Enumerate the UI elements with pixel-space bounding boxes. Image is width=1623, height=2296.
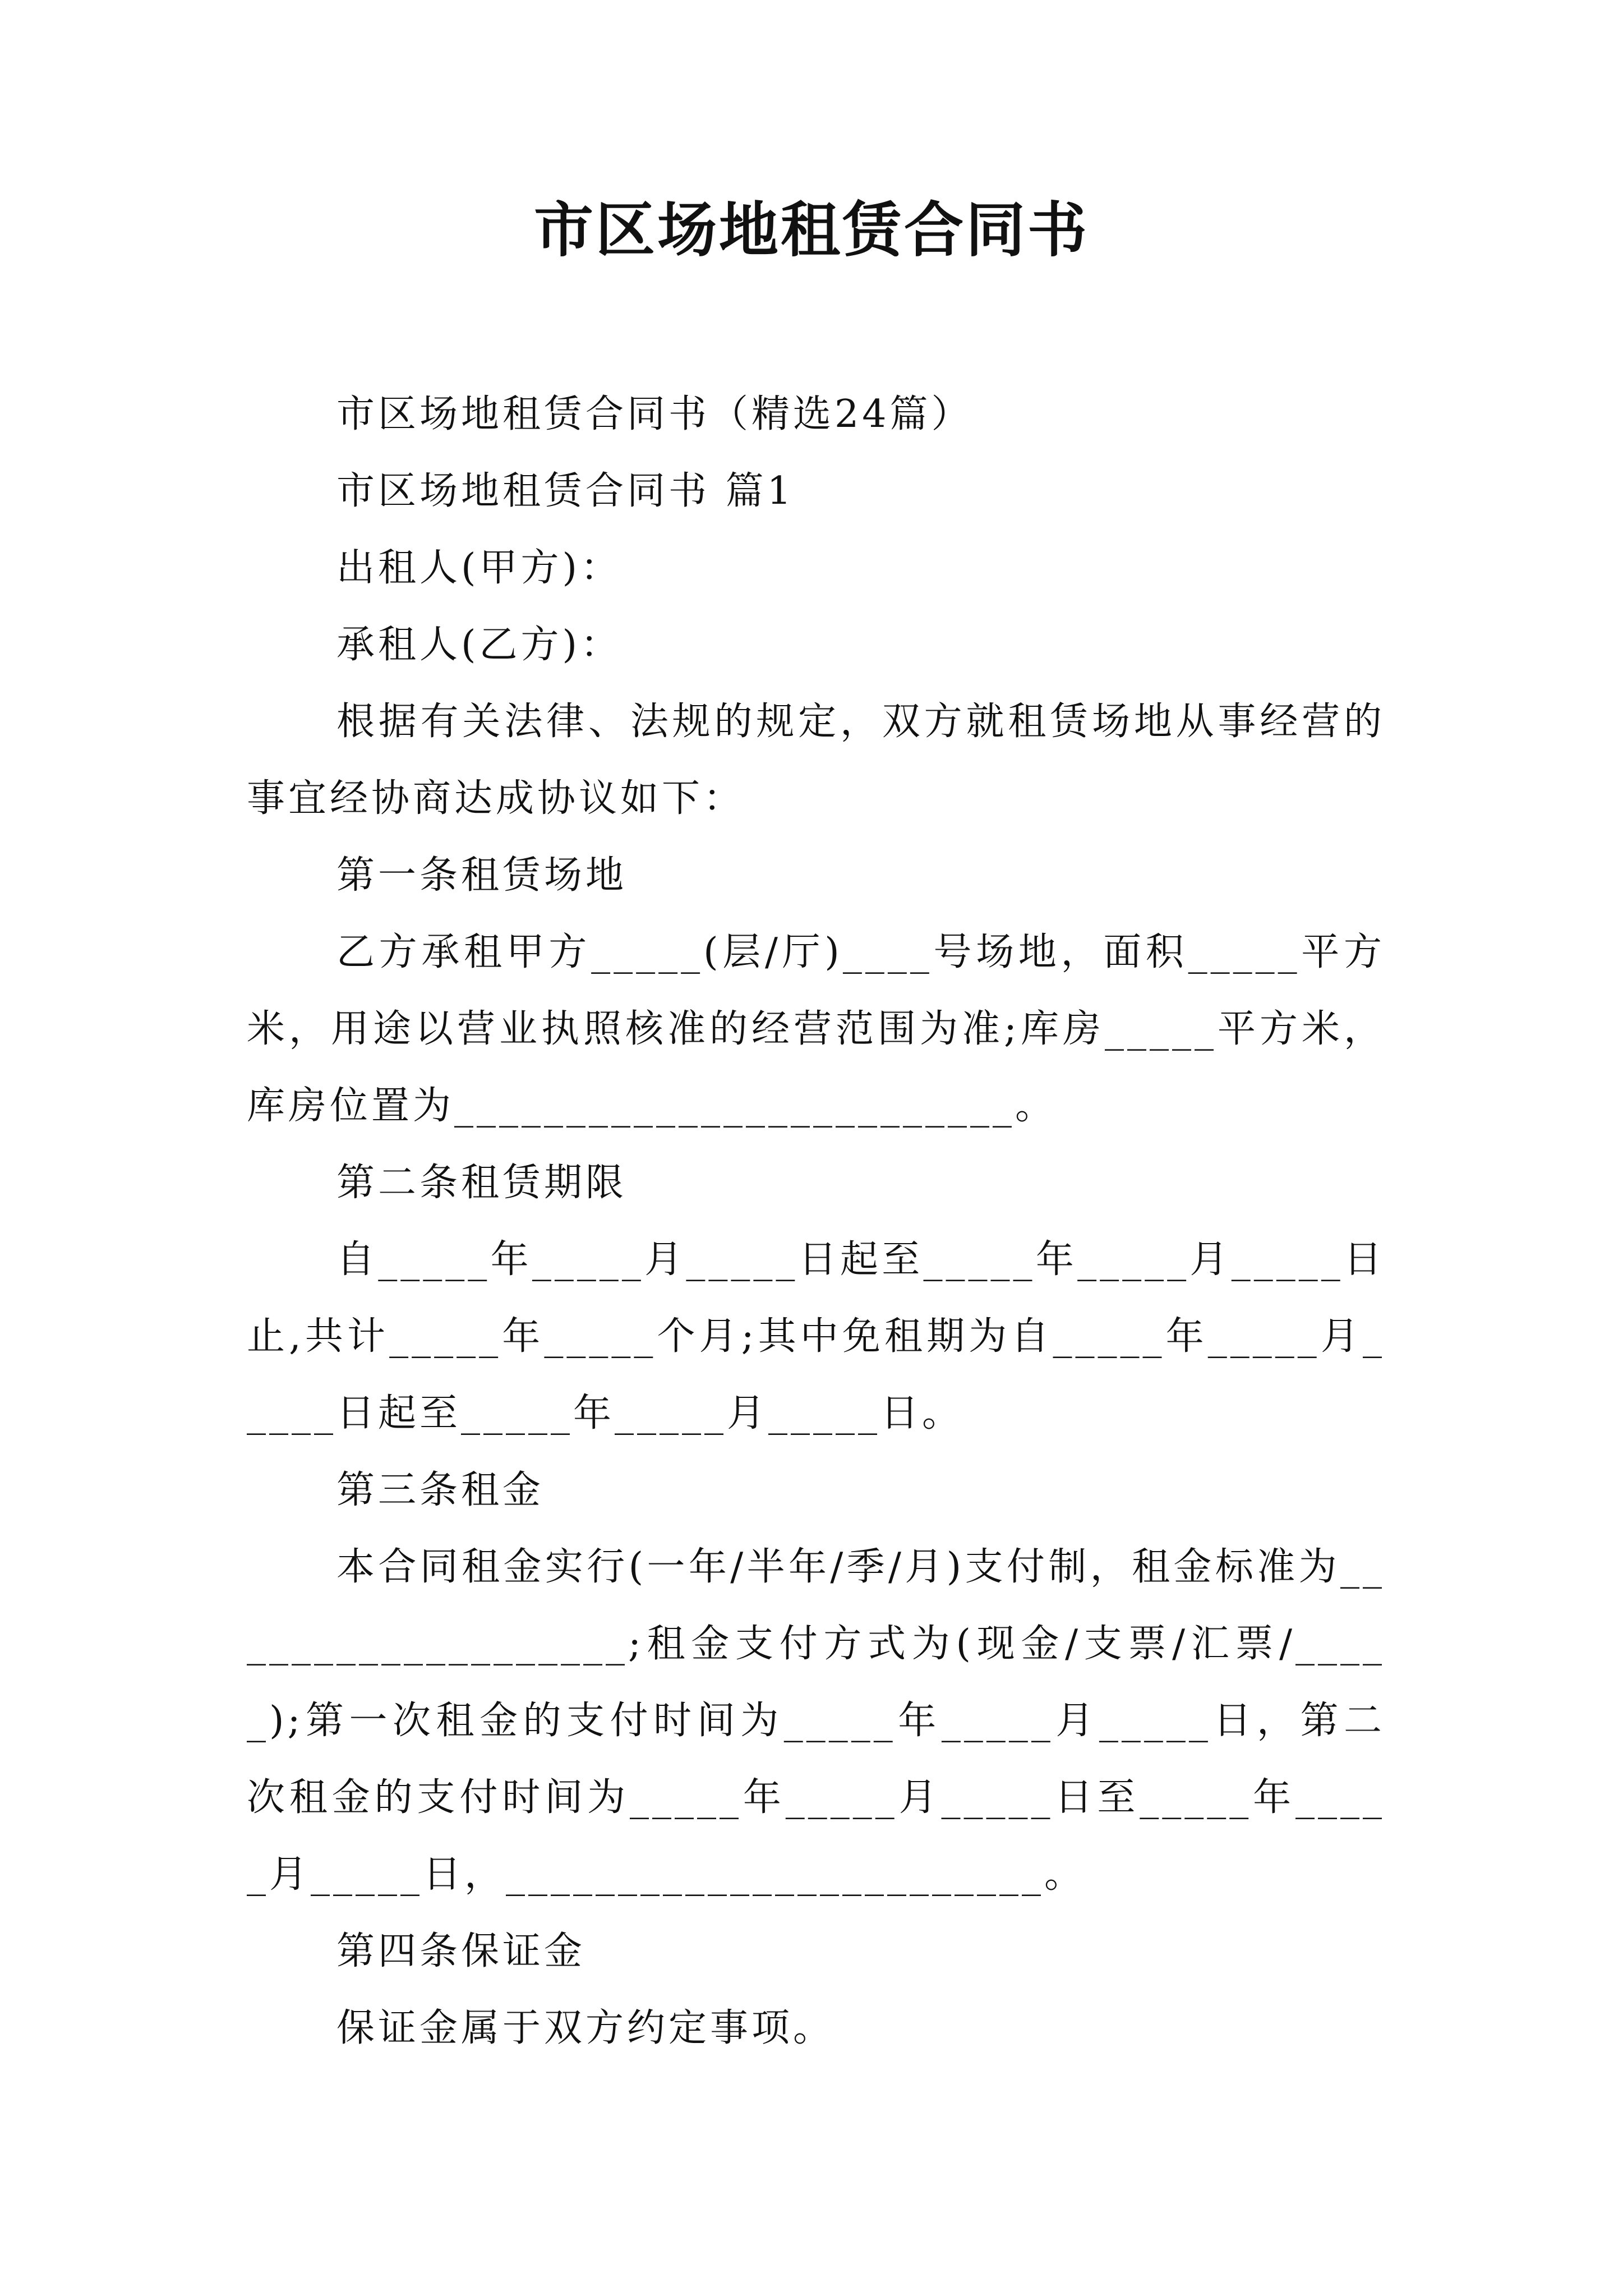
paragraph-article-2-body: 自_____年_____月_____日起至_____年_____月_____日止,共计_____年_____个月;其中免租期为自_____年_____月_____日起至_____年_____月_____日。 <box>247 1237 1385 1435</box>
paragraph-article-4-body: 保证金属于双方约定事项。 <box>336 2006 835 2050</box>
paragraph-lessor: 出租人(甲方)： <box>336 546 623 590</box>
paragraph-article-3-heading: 第三条租金 <box>336 1468 545 1512</box>
paragraph-article-2-heading: 第二条租赁期限 <box>336 1161 628 1205</box>
paragraph-subtitle: 市区场地租赁合同书（精选24篇） <box>336 392 973 436</box>
document-title: 市区场地租赁合同书 <box>534 195 1089 265</box>
paragraph-section-heading: 市区场地租赁合同书 篇1 <box>336 469 795 513</box>
paragraph-article-1-heading: 第一条租赁场地 <box>336 853 628 898</box>
paragraph-article-3-body: 本合同租金实行(一年/半年/季/月)支付制，租金标准为___________________;租金支付方式为(现金/支票/汇票/_____);第一次租金的支付时间为_____年_____月_____日，第二次租金的支付时间为_____年_____月_____日至_____年_____月_____日，________________________。 <box>247 1545 1385 1897</box>
paragraph-lessee: 承租人(乙方)： <box>336 623 623 667</box>
paragraph-article-1-body: 乙方承租甲方_____(层/厅)____号场地，面积_____平方米，用途以营业执照核准的经营范围为准;库房_____平方米，库房位置为_________________________。 <box>247 930 1385 1128</box>
document-body <box>247 376 1385 2067</box>
paragraph-article-4-heading: 第四条保证金 <box>336 1929 586 1973</box>
paragraph-preamble: 根据有关法律、法规的规定，双方就租赁场地从事经营的事宜经协商达成协议如下： <box>247 700 1385 821</box>
